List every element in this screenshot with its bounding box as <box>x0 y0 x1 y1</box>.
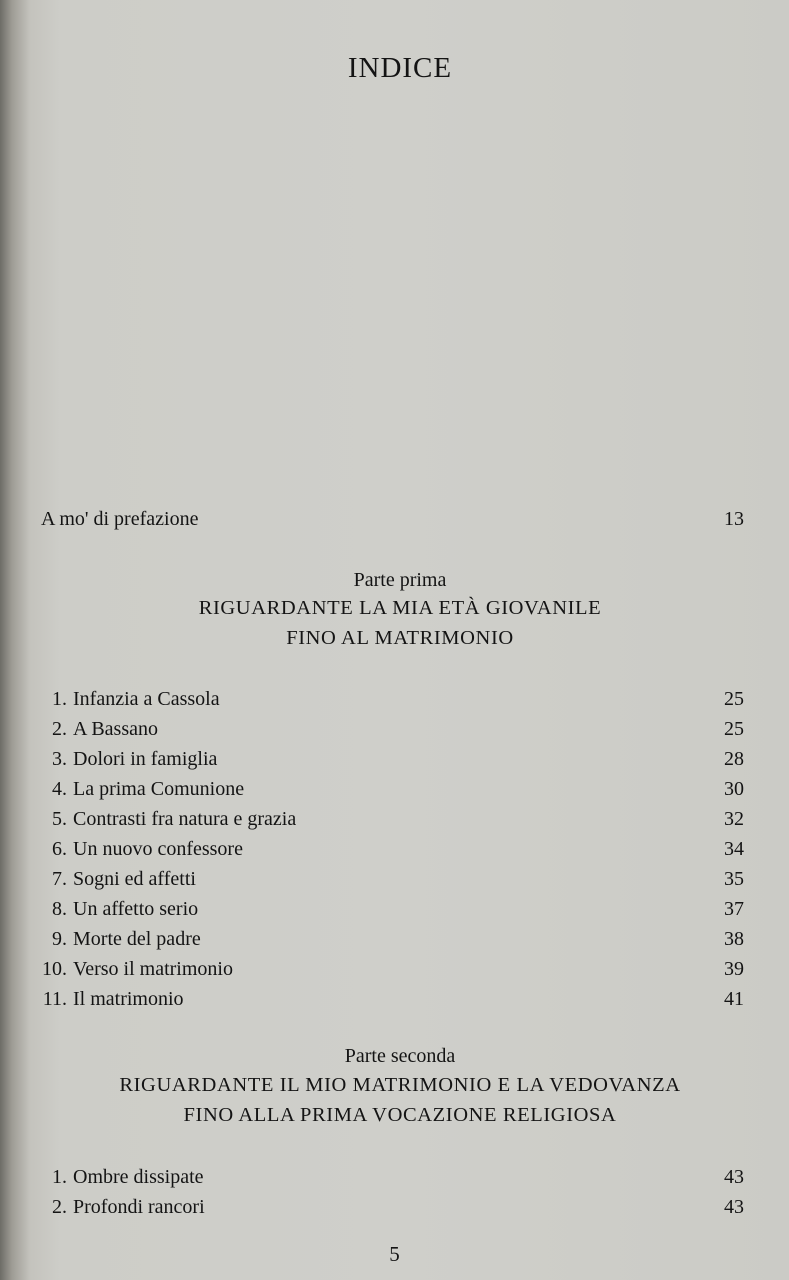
toc-entry-number: 3. <box>52 748 67 770</box>
toc-entry-label: Dolori in famiglia <box>73 748 218 770</box>
toc-entry-page: 38 <box>724 928 744 950</box>
part-two-heading-line-1: RIGUARDANTE IL MIO MATRIMONIO E LA VEDOVANZA <box>119 1074 681 1096</box>
toc-entry-preface <box>0 508 789 536</box>
toc-entry <box>0 1196 789 1224</box>
toc-entry-page: 13 <box>724 508 744 530</box>
bleed-through-text <box>36 150 766 175</box>
part-two-heading-line-2: FINO ALLA PRIMA VOCAZIONE RELIGIOSA <box>183 1104 617 1126</box>
toc-entry-number: 9. <box>52 928 67 950</box>
toc-entry <box>0 1166 789 1194</box>
toc-entry <box>0 778 789 806</box>
toc-entry-page: 25 <box>724 718 744 740</box>
toc-entry-page: 34 <box>724 838 744 860</box>
toc-entry-page: 39 <box>724 958 744 980</box>
toc-entry <box>0 748 789 776</box>
toc-entry <box>0 808 789 836</box>
toc-entry-page: 37 <box>724 898 744 920</box>
toc-entry-label: A mo' di prefazione <box>41 508 199 530</box>
toc-entry-label: Sogni ed affetti <box>73 868 196 890</box>
toc-entry-number: 1. <box>52 688 67 710</box>
page-title: INDICE <box>347 52 453 84</box>
toc-entry-page: 35 <box>724 868 744 890</box>
toc-entry-page: 30 <box>724 778 744 800</box>
part-two-label: Parte seconda <box>344 1045 456 1067</box>
toc-entry <box>0 718 789 746</box>
toc-entry-number: 4. <box>52 778 67 800</box>
toc-entry-number: 2. <box>52 718 67 740</box>
toc-entry-label: Un affetto serio <box>73 898 199 920</box>
toc-entry-label: La prima Comunione <box>73 778 245 800</box>
part-one-heading-line-1: RIGUARDANTE LA MIA ETÀ GIOVANILE <box>198 597 602 619</box>
toc-entry-number: 8. <box>52 898 67 920</box>
toc-entry-number: 7. <box>52 868 67 890</box>
toc-entry <box>0 838 789 866</box>
toc-entry <box>0 898 789 926</box>
toc-entry-page: 25 <box>724 688 744 710</box>
toc-entry-number: 5. <box>52 808 67 830</box>
toc-entry-label: A Bassano <box>73 718 158 740</box>
toc-entry-number: 6. <box>52 838 67 860</box>
toc-entry-label: Un nuovo confessore <box>73 838 243 860</box>
toc-entry-page: 43 <box>724 1166 744 1188</box>
toc-entry-label: Infanzia a Cassola <box>73 688 220 710</box>
toc-entry-number: 1. <box>52 1166 67 1188</box>
toc-entry-page: 28 <box>724 748 744 770</box>
toc-entry <box>0 958 789 986</box>
part-one-heading-line-2: FINO AL MATRIMONIO <box>286 627 514 649</box>
toc-entry <box>0 688 789 716</box>
toc-entry-page: 43 <box>724 1196 744 1218</box>
toc-entry-number: 10. <box>42 958 67 980</box>
toc-entry-number: 2. <box>52 1196 67 1218</box>
part-one-label: Parte prima <box>353 569 447 591</box>
toc-entry <box>0 988 789 1016</box>
toc-entry-label: Morte del padre <box>73 928 201 950</box>
toc-entry-label: Verso il matrimonio <box>73 958 233 980</box>
toc-entry-label: Il matrimonio <box>73 988 184 1010</box>
toc-entry-label: Contrasti fra natura e grazia <box>73 808 297 830</box>
toc-entry-label: Ombre dissipate <box>73 1166 204 1188</box>
page-number: 5 <box>389 1242 400 1266</box>
toc-entry <box>0 868 789 896</box>
toc-entry-page: 41 <box>724 988 744 1010</box>
toc-entry-page: 32 <box>724 808 744 830</box>
toc-entry-label: Profondi rancori <box>73 1196 205 1218</box>
toc-entry <box>0 928 789 956</box>
toc-entry-number: 11. <box>42 988 67 1010</box>
